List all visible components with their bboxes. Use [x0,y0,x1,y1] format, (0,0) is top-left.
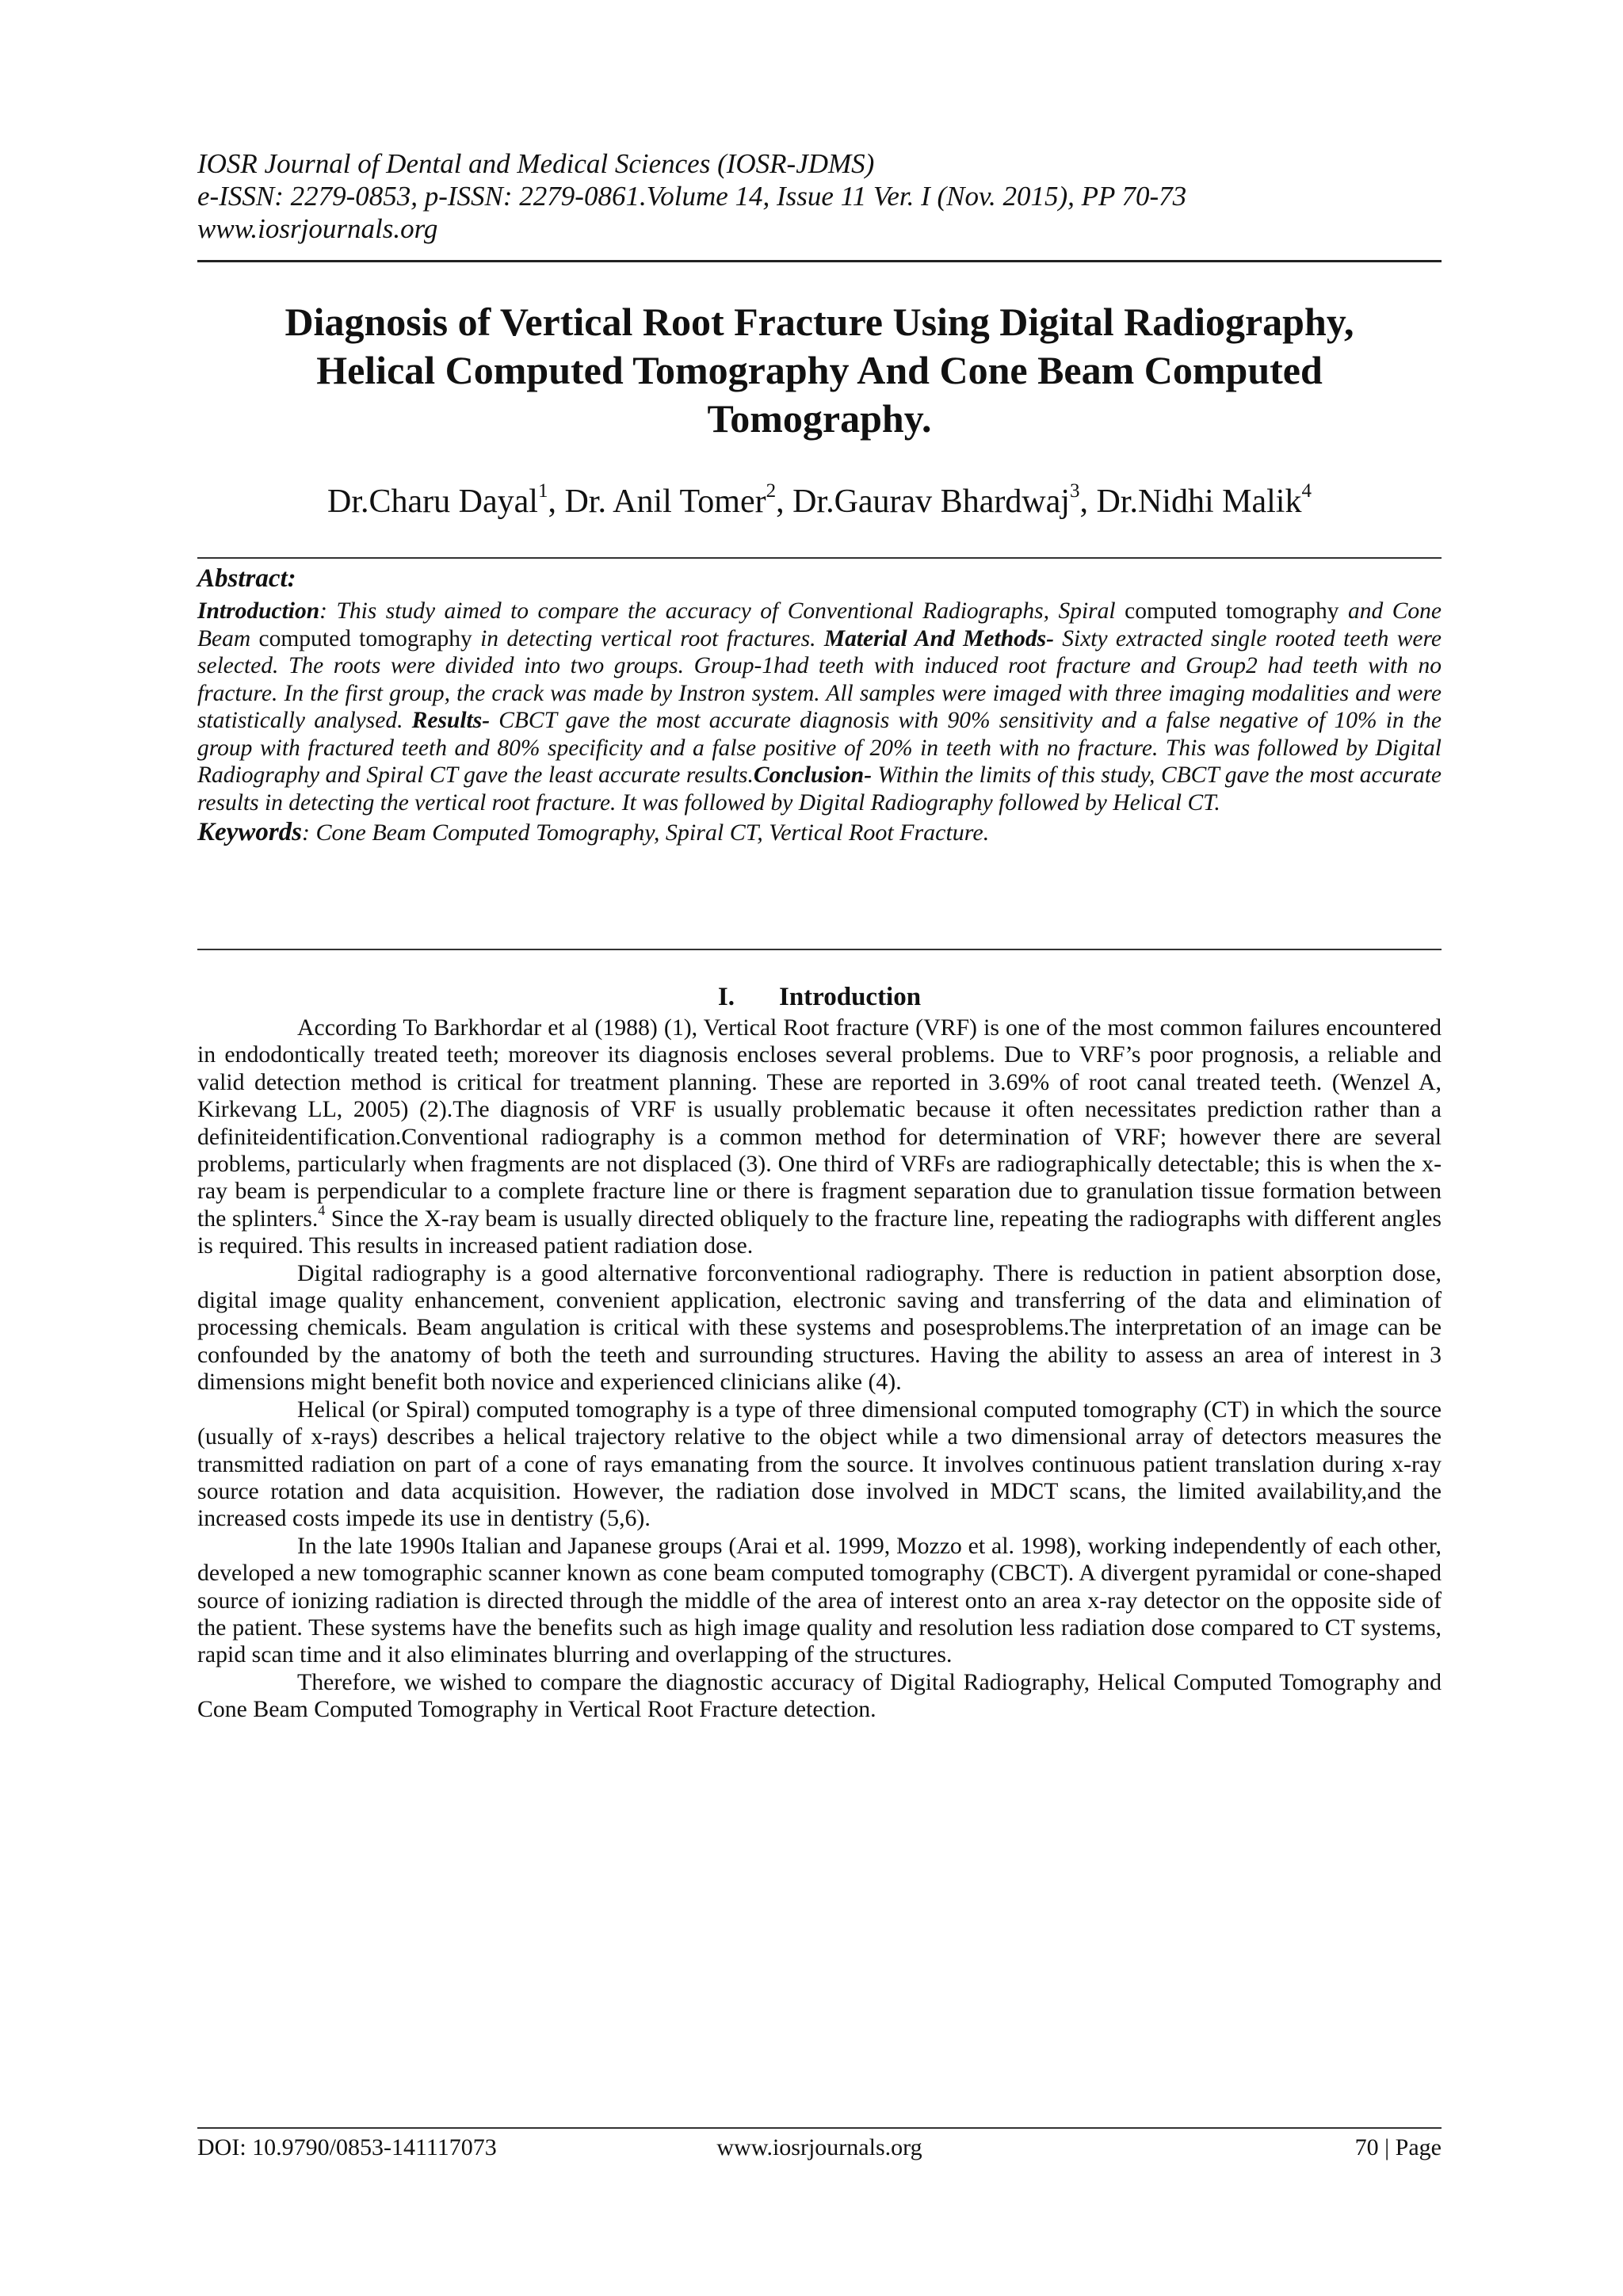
author: Dr. Anil Tomer$^2$, [564,480,793,520]
journal-website: www.iosrjournals.org [197,213,438,244]
author-affiliation-mark: 1 [537,480,548,502]
journal-name: IOSR Journal of Dental and Medical Sciences (IOSR-JDMS) [197,148,875,179]
paragraph: Helical (or Spiral) computed tomography is a type of three dimensional computed tomography (CT) in which the source (usually of x-rays) describes a helical trajectory relative to the object while a two dimensional array of detectors measures the transmitted radiation on part of a cone of rays emanating from the source. It involves continuous patient translation during x-ray source rotation and data acquisition. However, the radiation dose involved in MDCT scans, the limited availability,and the increased costs impede its use in dentistry (5,6). [197,1396,1442,1532]
abstract-heading: Abstract: [197,564,296,593]
introduction-body [197,1014,1442,1724]
abstract-body: Introduction: This study aimed to compare the accuracy of Conventional Radiographs, Spiral computed tomography and Cone Beam computed tomography in detecting vertical root fractures. Material And Methods- Sixty extracted single rooted teeth were selected. The roots were divided into two groups. Group-1had teeth with induced root fracture and Group2 had teeth with no fracture. In the first group, the crack was made by Instron system. All samples were imaged with three imaging modalities and were statistically analysed. Results- CBCT gave the most accurate diagnosis with 90% sensitivity and a false negative of 10% in the group with fractured teeth and 80% specificity and a false positive of 20% in teeth with no fracture. This was followed by Digital Radiography and Spiral CT gave the least accurate results.Conclusion- Within the limits of this study, CBCT gave the most accurate results in detecting the vertical root fracture. It was followed by Digital Radiography followed by Helical CT. [197,598,1442,816]
abstract-top-divider [197,557,1442,559]
footer-doi: DOI: 10.9790/0853-141117073 [197,2134,497,2160]
author-affiliation-mark: 3 [1069,480,1080,502]
page-footer [197,2132,1442,2164]
paragraph: According To Barkhordar et al (1988) (1), Vertical Root fracture (VRF) is one of the most common failures encountered in endodontically treated teeth; moreover its diagnosis encloses several problems. Due to VRF’s poor prognosis, a reliable and valid detection method is critical for treatment planning. These are reported in 3.69% of root canal treated teeth. (Wenzel A, Kirkevang LL, 2005) (2).The diagnosis of VRF is usually problematic because it often necessitates prediction rather than a definiteidentification.Conventional radiography is a common method for determination of VRF; however there are several problems, particularly when fragments are not displaced (3). One third of VRFs are radiographically detectable; this is when the x-ray beam is perpendicular to a complete fracture line or there is fragment separation due to granulation tissue formation between the splinters.$^4$ Since the X-ray beam is usually directed obliquely to the fracture line, repeating the radiographs with different angles is required. This results in increased patient radiation dose. [197,1014,1442,1259]
author-affiliation-mark: 2 [766,480,777,502]
paper-title [197,298,1442,443]
author: Dr.Nidhi Malik$^4$ [1096,480,1312,520]
paper-title-line-2: Helical Computed Tomography And Cone Beam Computed [316,348,1323,392]
author-list [197,482,1442,521]
abstract-methods-label: Material And Methods- [823,625,1054,651]
footer-page-number: 70 | Page [1354,2134,1442,2160]
keywords-text: : Cone Beam Computed Tomography, Spiral CT, Vertical Root Fracture. [302,819,990,846]
section-title: Introduction [778,983,922,1011]
footer-divider [197,2127,1442,2129]
abstract-section [197,563,1442,847]
keywords [197,818,1442,847]
paper-page [197,0,1442,2296]
author: Dr.Gaurav Bhardwaj$^3$, [792,480,1097,520]
footer-website: www.iosrjournals.org [716,2134,922,2160]
paper-title-line-1: Diagnosis of Vertical Root Fracture Using Digital Radiography, [285,300,1354,344]
section-number: I. [717,983,735,1011]
header-divider [197,260,1442,262]
abstract-conclusion-label: Conclusion- [753,762,873,788]
section-heading [197,981,1442,1013]
journal-header [197,147,1442,245]
keywords-label: Keywords [197,818,302,846]
paragraph: In the late 1990s Italian and Japanese groups (Arai et al. 1999, Mozzo et al. 1998), working independently of each other, developed a new tomographic scanner known as cone beam computed tomography (CBCT). A divergent pyramidal or cone-shaped source of ionizing radiation is directed through the middle of the area of interest onto an area x-ray detector on the opposite side of the patient. These systems have the benefits such as high image quality and resolution less radiation dose compared to CT systems, rapid scan time and it also eliminates blurring and overlapping of the structures. [197,1532,1442,1668]
author-affiliation-mark: 4 [1301,480,1312,502]
abstract-intro-label: Introduction [197,598,320,624]
paragraph: Therefore, we wished to compare the diagnostic accuracy of Digital Radiography, Helical Computed Tomography and Cone Beam Computed Tomography in Vertical Root Fracture detection. [197,1668,1442,1723]
author: Dr.Charu Dayal$^1$, [327,480,565,520]
abstract-bottom-divider [197,949,1442,950]
abstract-results-label: Results- [411,708,491,733]
citation-superscript: 4 [318,1201,326,1218]
paragraph: Digital radiography is a good alternative forconventional radiography. There is reduction in patient absorption dose, digital image quality enhancement, convenient application, electronic saving and transferring of the data and elimination of processing chemicals. Beam angulation is critical with these systems and posesproblems.The interpretation of an image can be confounded by the anatomy of both the teeth and surrounding structures. Having the ability to assess an area of interest in 3 dimensions might benefit both novice and experienced clinicians alike (4). [197,1259,1442,1396]
journal-issn-volume: e-ISSN: 2279-0853, p-ISSN: 2279-0861.Volume 14, Issue 11 Ver. I (Nov. 2015), PP 70-73 [197,181,1187,212]
paper-title-line-3: Tomography. [707,396,932,441]
